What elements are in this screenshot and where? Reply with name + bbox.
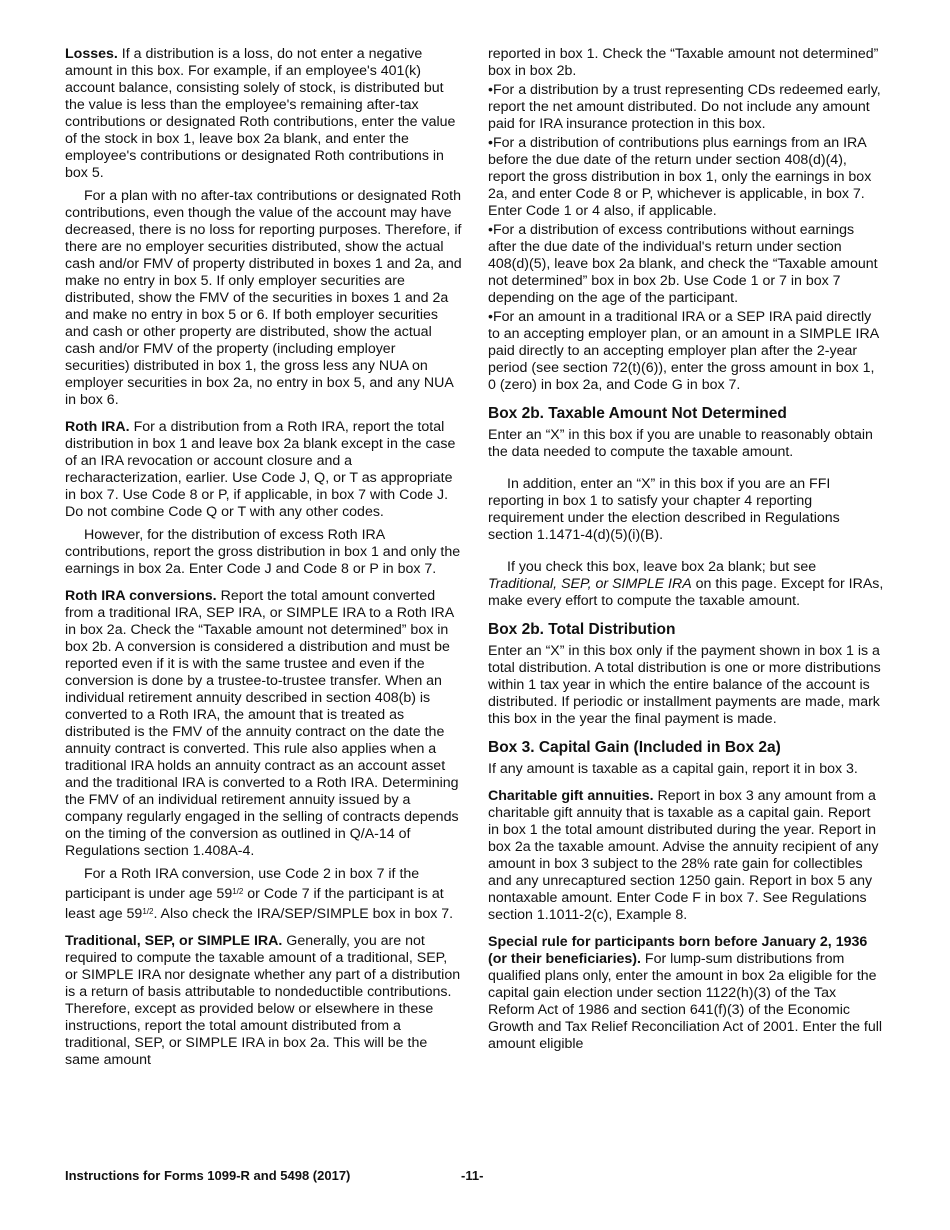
special-rule-paragraph: Special rule for participants born before January 2, 1936 (or their beneficiaries). For lump-sum distributions from qualified plans only, enter the amount in box 2a eligible for the capital gain election under section 1122(h)(3) of the Tax Reform Act of 1986 and section 641(f)(3) of the Economic Growth and Tax Relief Reconciliation Act of 2001. Enter the full amount eligible (488, 934, 883, 1052)
special-rule-heading: Special rule for participants born before January 2, 1936 (or their beneficiaries). (488, 934, 868, 967)
roth-ira-heading: Roth IRA. (65, 419, 130, 435)
bullet-excess-contributions: •For a distribution of excess contributions without earnings after the due date of the individual's return under section 408(d)(5), leave box 2a blank, and check the “Taxable amount not determined” box in box 2b. Use Code 1 or 7 in box 7 depending on the age of the participant. (488, 222, 878, 306)
charitable-paragraph: Charitable gift annuities. Report in box 3 any amount from a charitable gift annuity that is taxable as a capital gain. Report in box 1 the total amount distributed during the year. Report in box 2a the taxable amount. Advise the annuity recipient of any amount in box 3 subject to the 28% rate gain for collectibles and any unrecaptured section 1250 gain. Report in box 5 any nontaxable amount. Enter Code F in box 7. See Regulations section 1.1011-2(c), Example 8. (488, 788, 879, 923)
box-2b-taxable-heading: Box 2b. Taxable Amount Not Determined (488, 405, 787, 422)
box-3-paragraph: If any amount is taxable as a capital gain, report it in box 3. (488, 761, 858, 777)
continued-paragraph: reported in box 1. Check the “Taxable amount not determined” box in box 2b. (488, 46, 879, 79)
tnd-paragraph-2: In addition, enter an “X” in this box if you are an FFI reporting in box 1 to satisfy your chapter 4 reporting requirement under the election described in Regulations section 1.1471-4(d)(5)(i)(B). (488, 476, 840, 543)
left-column (65, 46, 463, 1075)
roth-conversions-paragraph: Roth IRA conversions. Report the total amount converted from a traditional IRA, SEP IRA, or SIMPLE IRA to a Roth IRA in box 2a. Check the “Taxable amount not determined” box in box 2b. A conversion is considered a distribution and must be reported even if it is with the same trustee and even if the conversion is done by a trustee-to-trustee transfer. When an individual retirement annuity described in section 408(b) is converted to a Roth IRA, the amount that is treated as distributed is the FMV of the annuity contract on the date the annuity contract is converted. This rule also applies when a traditional IRA holds an annuity contract as an account asset and the traditional IRA is converted to a Roth IRA. Determining the FMV of an individual retirement annuity issued by a company regularly engaged in the selling of contracts depends on the timing of the conversion as outlined in Q/A-14 of Regulations section 1.408A-4. (65, 588, 459, 859)
bullet-employer-plan: •For an amount in a traditional IRA or a SEP IRA paid directly to an accepting employer plan, or an amount in a SIMPLE IRA paid directly to an accepting employer plan after the 2-year period (see section 72(t)(6)), enter the gross amount in box 1, 0 (zero) in box 2a, and Code G in box 7. (488, 309, 879, 393)
td-paragraph: Enter an “X” in this box only if the payment shown in box 1 is a total distribution. A total distribution is one or more distributions within 1 tax year in which the entire balance of the account is distributed. If periodic or installment payments are made, mark this box in the year the final payment is made. (488, 643, 881, 727)
box-2b-total-heading: Box 2b. Total Distribution (488, 621, 676, 638)
footer-title: Instructions for Forms 1099-R and 5498 (2017) (65, 1168, 351, 1183)
traditional-ira-heading: Traditional, SEP, or SIMPLE IRA. (65, 933, 283, 949)
tnd-paragraph-1: Enter an “X” in this box if you are unable to reasonably obtain the data needed to compute the taxable amount. (488, 427, 873, 460)
excess-roth-paragraph: However, for the distribution of excess Roth IRA contributions, report the gross distribution in box 1 and only the earnings in box 2a. Enter Code J and Code 8 or P in box 7. (65, 527, 461, 577)
losses-paragraph: Losses. If a distribution is a loss, do not enter a negative amount in this box. For example, if an employee's 401(k) account balance, consisting solely of stock, is distributed but the value is less than the employee's remaining after-tax contributions or designated Roth contributions, enter the value of the stock in box 1, leave box 2a blank, and enter the employee's contributions or designated Roth contributions in box 5. (65, 46, 456, 181)
traditional-ira-paragraph: Traditional, SEP, or SIMPLE IRA. Generally, you are not required to compute the taxable amount of a traditional, SEP, or SIMPLE IRA nor designate whether any part of a distribution is a return of basis attributable to nondeductible contributions. Therefore, except as provided below or elsewhere in these instructions, report the total amount distributed from a traditional, SEP, or SIMPLE IRA in box 2a. This will be the same amount (65, 933, 461, 1068)
tnd-paragraph-3: If you check this box, leave box 2a blank; but see Traditional, SEP, or SIMPLE IRA on this page. Except for IRAs, make every effort to compute the taxable amount. (488, 559, 884, 609)
page-number: -11- (461, 1168, 484, 1183)
bullet-cds: •For a distribution by a trust representing CDs redeemed early, report the net amount distributed. Do not include any amount paid for IRA insurance protection in this box. (488, 82, 881, 132)
conversion-code-paragraph: For a Roth IRA conversion, use Code 2 in box 7 if the participant is under age $59^{1/2}$ or Code 7 if the participant is at least age $59^{1/2}$. Also check the IRA/SEP/SIMPLE box in box 7. (65, 866, 454, 922)
charitable-heading: Charitable gift annuities. (488, 788, 654, 804)
losses-heading: Losses. (65, 46, 118, 62)
roth-ira-paragraph: Roth IRA. For a distribution from a Roth IRA, report the total distribution in box 1 and leave box 2a blank except in the case of an IRA revocation or account closure and a recharacterization, earlier. Use Code J, Q, or T as appropriate in box 7. Use Code 8 or P, if applicable, in box 7 with Code J. Do not combine Code Q or T with any other codes. (65, 419, 456, 520)
page-footer (65, 1168, 885, 1183)
bullet-contributions-earnings: •For a distribution of contributions plus earnings from an IRA before the due date of the return under section 408(d)(4), report the gross distribution in box 1, only the earnings in box 2a, and enter Code 8 or P, whichever is applicable, in box 7. Enter Code 1 or 4 also, if applicable. (488, 135, 872, 219)
roth-conversions-heading: Roth IRA conversions. (65, 588, 217, 604)
right-column (488, 46, 884, 1059)
plan-paragraph: For a plan with no after-tax contributions or designated Roth contributions, even though the value of the account may have decreased, there is no loss for reporting purposes. Therefore, if there are no employer securities distributed, show the actual cash and/or FMV of property distributed in boxes 1 and 2a, and make no entry in box 5. If only employer securities are distributed, show the FMV of the securities in boxes 1 and 2a and make no entry in box 5 or 6. If both employer securities and cash or other property are distributed, show the actual cash and/or FMV of the property (including employer securities) distributed in box 1, the gross less any NUA on employer securities in box 2a, no entry in box 5, and any NUA in box 6. (65, 188, 462, 408)
box-3-heading: Box 3. Capital Gain (Included in Box 2a) (488, 739, 781, 756)
